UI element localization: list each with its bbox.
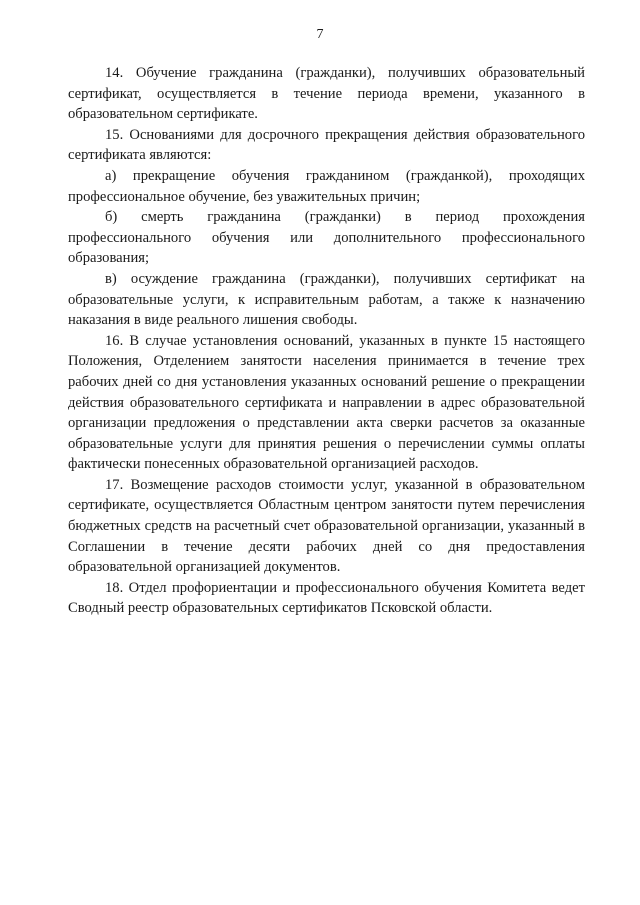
paragraph-15-b: б) смерть гражданина (гражданки) в период прохождения профессионального обучения или дополнительного профессионального образования; [68,209,585,267]
paragraph-16: 16. В случае установления оснований, указанных в пункте 15 настоящего Положения, Отделением занятости населения принимается в течение трех рабочих дней со дня установления указанных оснований решение о прекращении действия образовательного сертификата и направлении в адрес образовательной организации предложения о представлении акта сверки расчетов за оказанные образовательные услуги для принятия решения о перечислении суммы оплаты фактически понесенных образовательной организацией расходов. [68,332,585,473]
page-number: 7 [316,27,324,42]
paragraph-15: 15. Основаниями для досрочного прекращения действия образовательного сертификата являются: [68,126,585,164]
document-body [68,63,585,619]
paragraph-15-a: а) прекращение обучения гражданином (гражданкой), проходящих профессиональное обучение, без уважительных причин; [68,167,585,205]
paragraph-18: 18. Отдел профориентации и профессионального обучения Комитета ведет Сводный реестр образовательных сертификатов Псковской области. [68,579,585,617]
paragraph-17: 17. Возмещение расходов стоимости услуг, указанной в образовательном сертификате, осуществляется Областным центром занятости путем перечисления бюджетных средств на расчетный счет образовательной организации, указанный в Соглашении в течение десяти рабочих дней со дня предоставления образовательной организацией документов. [68,476,585,576]
paragraph-15-c: в) осуждение гражданина (гражданки), получивших сертификат на образовательные услуги, к исправительным работам, а также к назначению наказания в виде реального лишения свободы. [68,270,585,329]
paragraph-14: 14. Обучение гражданина (гражданки), получивших образовательный сертификат, осуществляется в течение периода времени, указанного в образовательном сертификате. [68,65,585,123]
